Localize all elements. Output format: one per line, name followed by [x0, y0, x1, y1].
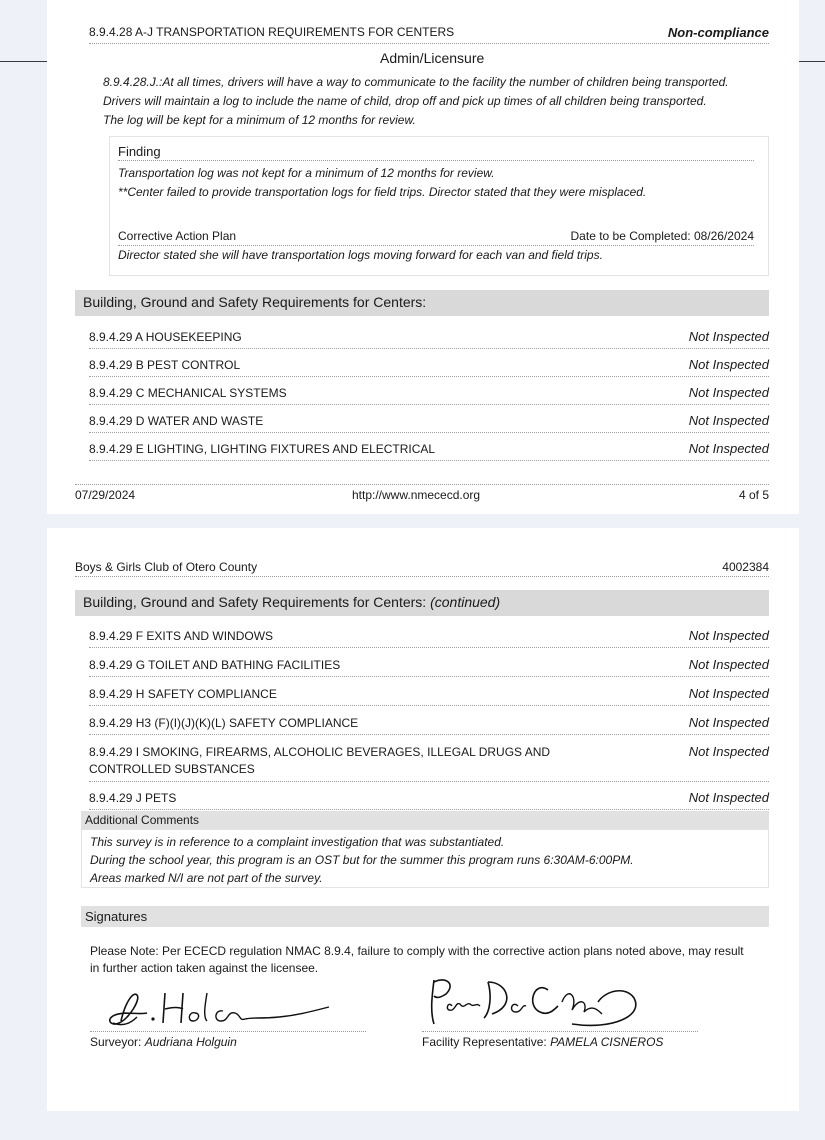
section-status: Non-compliance: [667, 25, 769, 40]
comment-line: Areas marked N/I are not part of the survey.: [90, 871, 323, 885]
document-page-4: [47, 0, 799, 514]
building-heading-text: Building, Ground and Safety Requirements for Centers:: [83, 594, 427, 610]
facility-rep-rule: [422, 1031, 698, 1032]
regulation-line: The log will be kept for a minimum of 12 months for review.: [103, 113, 416, 127]
footer-rule: [75, 484, 769, 485]
regulation-text: [103, 73, 783, 130]
surveyor-signature: [103, 983, 333, 1038]
requirement-status: Not Inspected: [688, 744, 769, 759]
comments-text: [90, 833, 750, 887]
requirement-label: 8.9.4.29 C MECHANICAL SYSTEMS: [89, 386, 287, 400]
requirement-status: Not Inspected: [688, 657, 769, 672]
table-row: [89, 381, 769, 405]
table-row: [89, 653, 769, 677]
note-line: in further action taken against the licensee.: [90, 961, 319, 975]
requirement-status: Not Inspected: [688, 357, 769, 372]
facility-rep-label: Facility Representative:: [422, 1035, 547, 1049]
note-line: Please Note: Per ECECD regulation NMAC 8.9.4, failure to comply with the corrective action plans noted above, may result: [90, 944, 744, 958]
header-rule: [75, 576, 769, 577]
comments-box: [81, 829, 769, 888]
table-row: [89, 325, 769, 349]
surveyor-signature-line: [90, 1035, 237, 1049]
requirement-label: 8.9.4.29 B PEST CONTROL: [89, 358, 241, 372]
building-heading-continued: [75, 590, 769, 616]
cap-date-value: 08/26/2024: [693, 229, 754, 243]
requirement-label: 8.9.4.29 J PETS: [89, 791, 177, 805]
section-title: 8.9.4.28 A-J TRANSPORTATION REQUIREMENTS FOR CENTERS: [89, 25, 455, 39]
cap-label: Corrective Action Plan: [118, 229, 237, 243]
surveyor-rule: [90, 1031, 366, 1032]
table-row: [89, 682, 769, 706]
table-row: [89, 711, 769, 735]
requirement-status: Not Inspected: [688, 413, 769, 428]
regulation-line: 8.9.4.28.J.:At all times, drivers will have a way to communicate to the facility the number of children being transported.: [103, 75, 729, 89]
table-row: [89, 437, 769, 461]
requirement-status: Not Inspected: [688, 329, 769, 344]
org-name: Boys & Girls Club of Otero County: [75, 560, 258, 574]
regulation-line: Drivers will maintain a log to include the name of child, drop off and pick up times of all children being transported.: [103, 94, 707, 108]
finding-label: Finding: [118, 144, 161, 159]
requirement-label: 8.9.4.29 F EXITS AND WINDOWS: [89, 629, 274, 643]
org-id: 4002384: [722, 560, 769, 574]
cap-rule: [118, 245, 754, 246]
facility-rep-signature: [422, 966, 652, 1036]
finding-line: **Center failed to provide transportation logs for field trips. Director stated that they were misplaced.: [118, 185, 647, 199]
requirement-label: 8.9.4.29 H SAFETY COMPLIANCE: [89, 687, 277, 701]
requirement-status: Not Inspected: [688, 686, 769, 701]
footer-page-number: 4 of 5: [738, 488, 769, 502]
cap-date: [571, 229, 754, 243]
requirement-status: Not Inspected: [688, 441, 769, 456]
table-row: [89, 409, 769, 433]
table-row: [89, 740, 769, 782]
surveyor-label: Surveyor:: [90, 1035, 142, 1049]
title-rule: [89, 43, 769, 44]
continued-label: (continued): [430, 594, 501, 610]
surveyor-name: Audriana Holguin: [144, 1035, 237, 1049]
requirement-label: 8.9.4.29 H3 (F)(I)(J)(K)(L) SAFETY COMPLIANCE: [89, 716, 359, 730]
cap-text: Director stated she will have transportation logs moving forward for each van and field trips.: [118, 248, 603, 262]
requirement-status: Not Inspected: [688, 385, 769, 400]
requirement-label: 8.9.4.29 D WATER AND WASTE: [89, 414, 264, 428]
requirement-label: 8.9.4.29 I SMOKING, FIREARMS, ALCOHOLIC BEVERAGES, ILLEGAL DRUGS AND CONTROLLED SUBSTANCES: [89, 745, 551, 776]
finding-text: [118, 164, 758, 202]
facility-rep-signature-line: [422, 1035, 663, 1049]
document-page-5: [47, 528, 799, 1111]
requirement-status: Not Inspected: [688, 790, 769, 805]
requirement-status: Not Inspected: [688, 628, 769, 643]
requirement-label: 8.9.4.29 G TOILET AND BATHING FACILITIES: [89, 658, 341, 672]
footer-date: 07/29/2024: [75, 488, 136, 502]
cap-date-label: Date to be Completed:: [570, 229, 691, 243]
signatures-heading: Signatures: [81, 906, 769, 927]
facility-rep-name: PAMELA CISNEROS: [550, 1035, 664, 1049]
building-heading: Building, Ground and Safety Requirements for Centers:: [75, 290, 769, 316]
finding-line: Transportation log was not kept for a minimum of 12 months for review.: [118, 166, 495, 180]
comment-line: This survey is in reference to a complaint investigation that was substantiated.: [90, 835, 505, 849]
requirement-label: 8.9.4.29 A HOUSEKEEPING: [89, 330, 242, 344]
subheading: Admin/Licensure: [380, 50, 485, 66]
table-row: [89, 624, 769, 648]
table-row: [89, 353, 769, 377]
footer-url[interactable]: http://www.nmececd.org: [352, 488, 481, 502]
requirement-label: 8.9.4.29 E LIGHTING, LIGHTING FIXTURES AND ELECTRICAL: [89, 442, 436, 456]
comments-heading: Additional Comments: [81, 811, 769, 829]
finding-box: [109, 136, 769, 276]
requirement-status: Not Inspected: [688, 715, 769, 730]
comment-line: During the school year, this program is an OST but for the summer this program runs 6:30AM-6:00PM.: [90, 853, 634, 867]
table-row: [89, 786, 769, 810]
finding-rule: [118, 160, 754, 161]
